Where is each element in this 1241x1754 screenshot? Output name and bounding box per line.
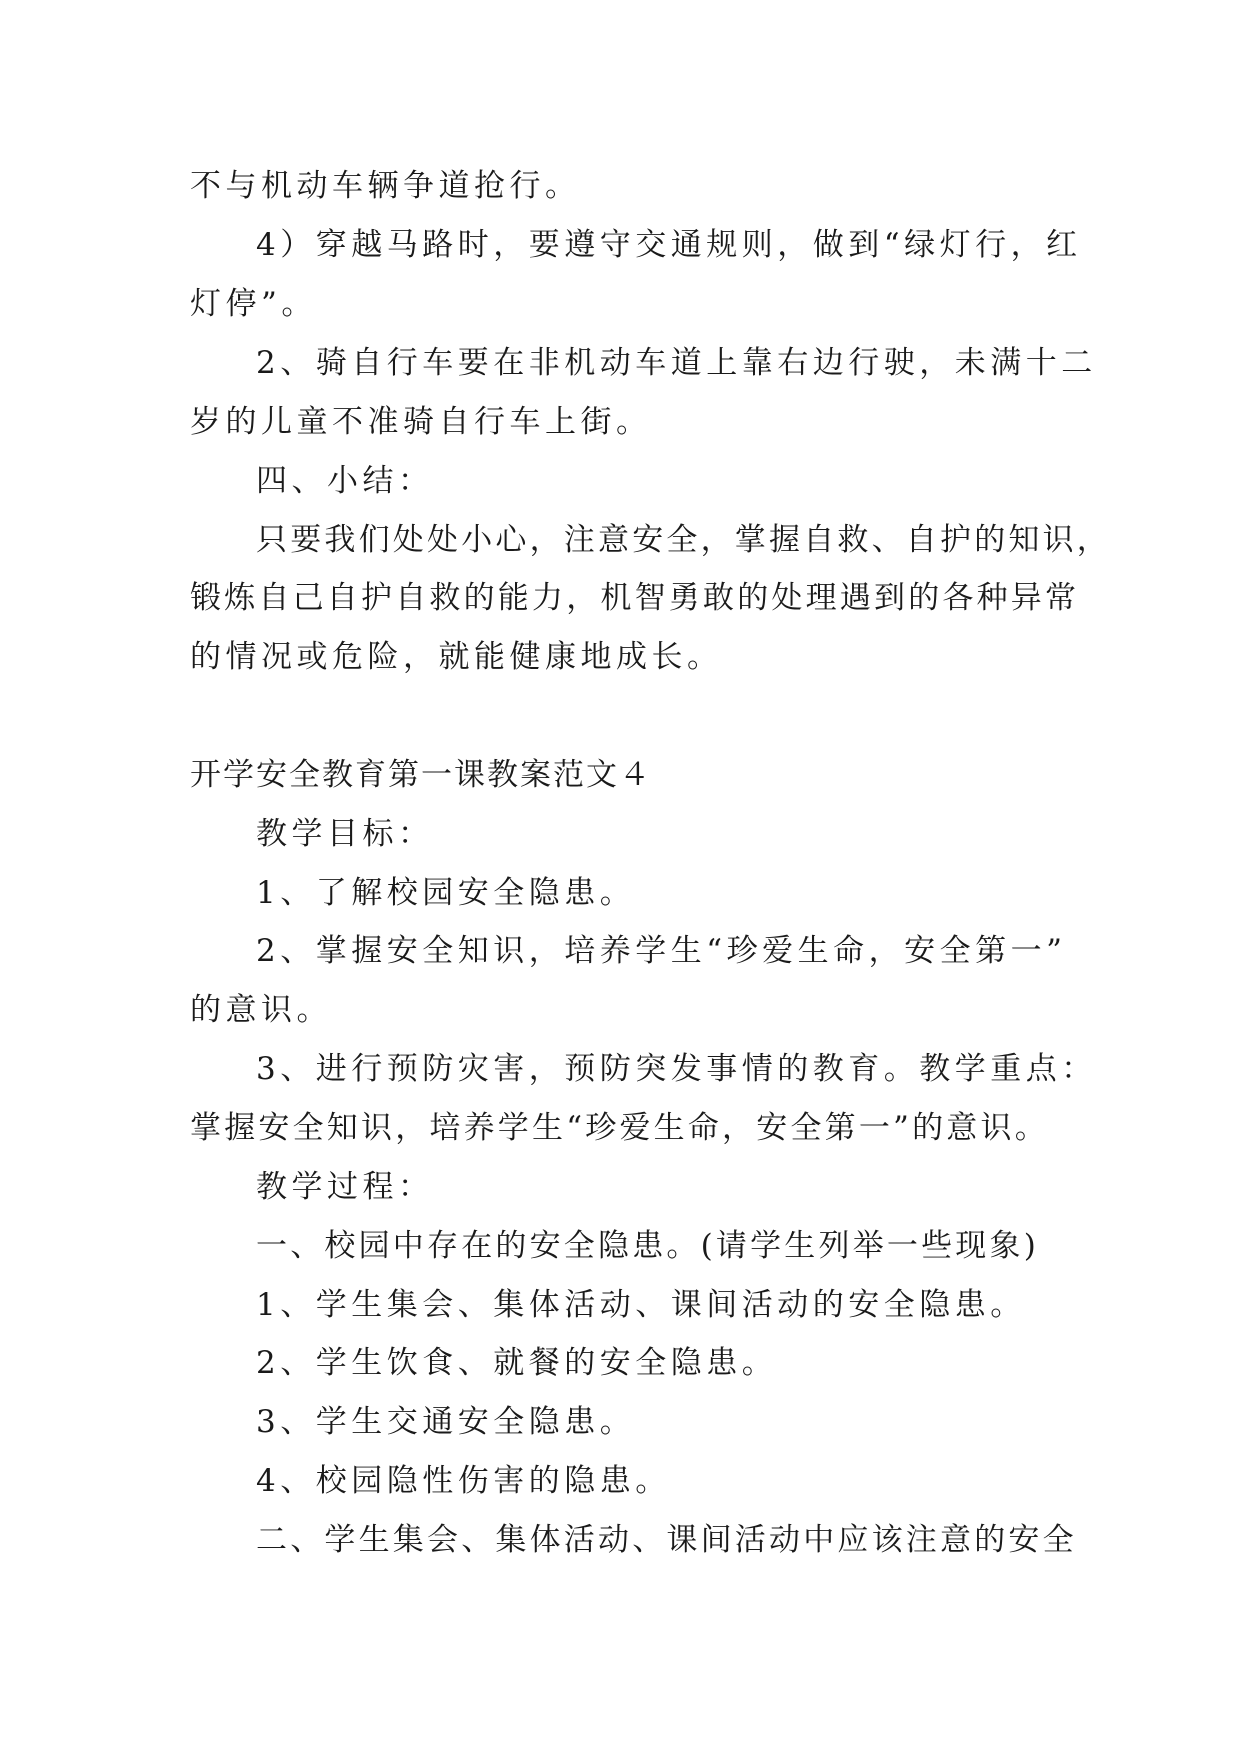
paragraph-line: 4）穿越马路时，要遵守交通规则，做到“绿灯行，红 <box>256 227 1082 263</box>
list-item: 4、校园隐性伤害的隐患。 <box>256 1463 671 1499</box>
paragraph-line: 灯停”。 <box>190 286 317 322</box>
document-title: 开学安全教育第一课教案范文４ <box>190 757 652 793</box>
section-heading: 教学过程： <box>256 1169 434 1205</box>
list-item: 1、了解校园安全隐患。 <box>256 875 636 911</box>
paragraph-line: 锻炼自己自护自救的能力，机智勇敢的处理遇到的各种异常 <box>190 580 1080 616</box>
paragraph-line: 的意识。 <box>190 992 332 1028</box>
list-item: 2、掌握安全知识，培养学生“珍爱生命，安全第一” <box>256 933 1067 969</box>
paragraph-line: 2、骑自行车要在非机动车道上靠右边行驶，未满十二 <box>256 345 1097 381</box>
paragraph-line: 不与机动车辆争道抢行。 <box>190 168 581 204</box>
paragraph-line: 掌握安全知识，培养学生“珍爱生命，安全第一”的意识。 <box>190 1110 1049 1146</box>
list-item: 二、学生集会、集体活动、课间活动中应该注意的安全 <box>256 1522 1077 1558</box>
section-heading: 四、小结： <box>256 463 434 499</box>
paragraph-line: 岁的儿童不准骑自行车上街。 <box>190 404 652 440</box>
paragraph-line: 只要我们处处小心，注意安全，掌握自救、自护的知识， <box>256 522 1111 558</box>
list-item: 一、校园中存在的安全隐患。(请学生列举一些现象) <box>256 1228 1039 1264</box>
list-item: 2、学生饮食、就餐的安全隐患。 <box>256 1345 778 1381</box>
list-item: 3、学生交通安全隐患。 <box>256 1404 636 1440</box>
section-heading: 教学目标： <box>256 816 434 852</box>
list-item: 3、进行预防灾害，预防突发事情的教育。教学重点： <box>256 1051 1097 1087</box>
list-item: 1、学生集会、集体活动、课间活动的安全隐患。 <box>256 1287 1026 1323</box>
paragraph-line: 的情况或危险，就能健康地成长。 <box>190 639 723 675</box>
